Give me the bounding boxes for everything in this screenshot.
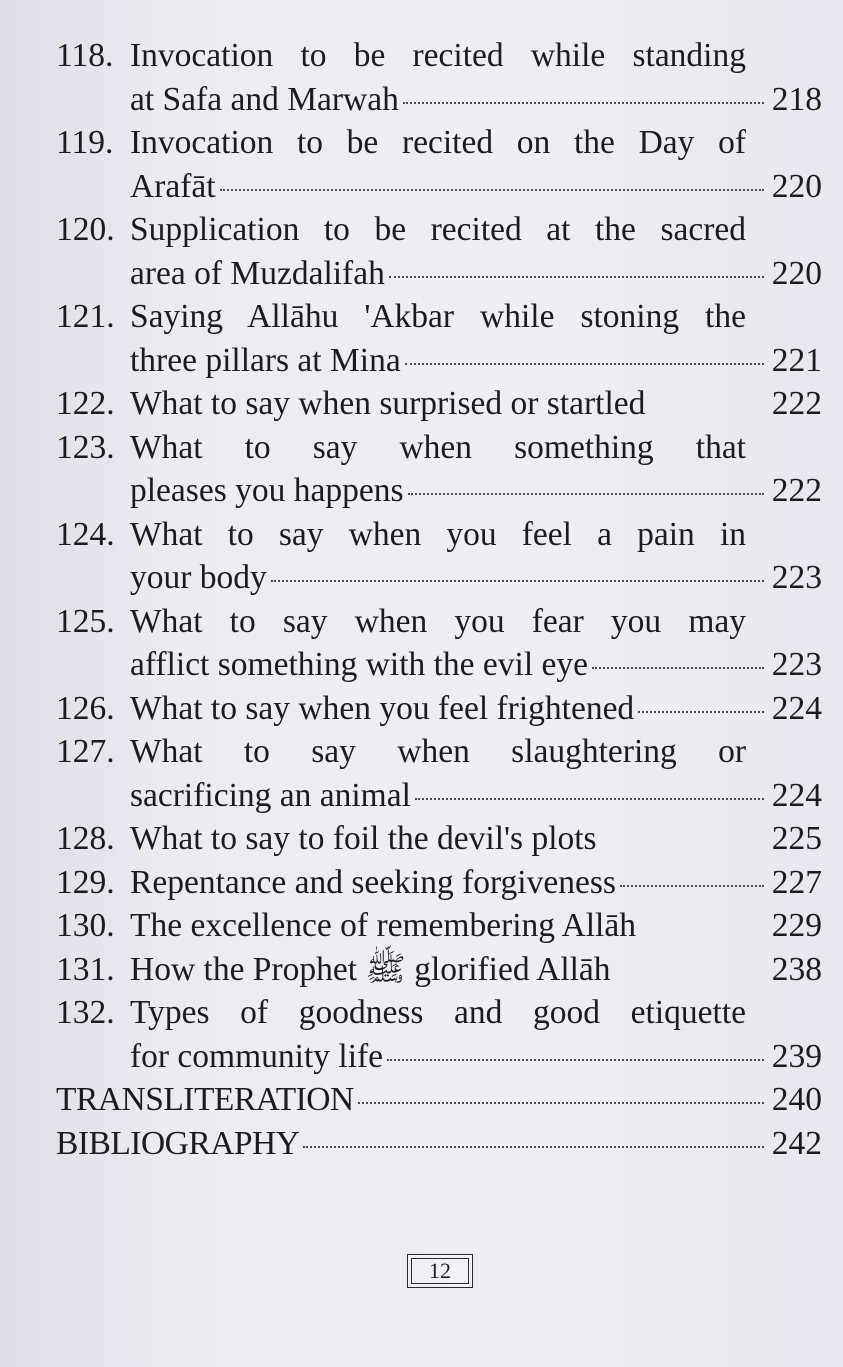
entry-title-line: TRANSLITERATION xyxy=(56,1081,354,1118)
entry-title-line: sacrificing an animal xyxy=(130,776,411,814)
entry-title-line: BIBLIOGRAPHY xyxy=(56,1124,300,1162)
dot-leader xyxy=(620,884,764,887)
entry-number: 120. xyxy=(56,211,115,248)
entry-number: 126. xyxy=(56,689,115,727)
entry-title-line: Supplication to be recited at the sacred xyxy=(130,211,746,248)
entry-title-line: Repentance and seeking forgiveness xyxy=(130,863,616,901)
toc-entry xyxy=(56,208,822,295)
page-number: 12 xyxy=(429,1258,451,1283)
page-number-box xyxy=(407,1254,473,1288)
toc-entry xyxy=(56,991,822,1078)
dot-leader xyxy=(638,710,764,713)
entry-page: 221 xyxy=(771,341,822,379)
entry-title-line: Invocation to be recited while standing xyxy=(130,37,746,74)
entry-title-line: three pillars at Mina xyxy=(130,341,401,379)
entry-title-line: The excellence of remembering Allāh xyxy=(130,907,636,944)
entry-title-line: What to say when you feel a pain in xyxy=(130,515,746,553)
entry-title-line: pleases you happens xyxy=(130,472,404,509)
entry-page: 222 xyxy=(771,472,822,509)
dot-leader xyxy=(415,797,764,800)
dot-leader xyxy=(408,492,764,495)
entry-page: 220 xyxy=(771,254,822,292)
toc-entry xyxy=(56,904,822,948)
toc-entry xyxy=(56,817,822,861)
toc-entry xyxy=(56,34,822,121)
entry-title-line: your body xyxy=(130,559,267,596)
entry-page: 220 xyxy=(771,167,822,205)
toc-entry xyxy=(56,513,822,600)
dot-leader xyxy=(387,1058,764,1061)
entry-title-line: area of Muzdalifah xyxy=(130,254,385,292)
entry-page: 242 xyxy=(771,1124,822,1162)
entry-title-line: How the Prophet ﷺ glorified Allāh xyxy=(130,950,611,988)
table-of-contents xyxy=(56,34,822,1165)
entry-page: 238 xyxy=(771,950,822,988)
entry-title-line: Types of goodness and good etiquette xyxy=(130,994,746,1031)
entry-number: 130. xyxy=(56,907,115,944)
entry-number: 124. xyxy=(56,515,115,553)
toc-entry xyxy=(56,121,822,208)
entry-title-line: Arafāt xyxy=(130,167,216,205)
entry-number: 125. xyxy=(56,602,115,640)
dot-leader xyxy=(358,1101,764,1104)
entry-number: 129. xyxy=(56,863,115,901)
entry-title-line: What to say when surprised or startled xyxy=(130,385,646,422)
entry-page: 223 xyxy=(771,559,822,596)
toc-entry xyxy=(56,600,822,687)
dot-leader xyxy=(405,362,764,365)
dot-leader xyxy=(592,666,764,669)
entry-title-line: What to say when you feel frightened xyxy=(130,689,635,727)
entry-number: 118. xyxy=(56,37,114,74)
entry-number: 128. xyxy=(56,820,115,857)
entry-title-line: Saying Allāhu 'Akbar while stoning the xyxy=(130,298,746,335)
entry-number: 132. xyxy=(56,994,115,1031)
toc-entry xyxy=(56,382,822,426)
entry-page: 229 xyxy=(771,907,822,944)
toc-entry xyxy=(56,948,822,992)
entry-number: 122. xyxy=(56,385,115,422)
dot-leader xyxy=(389,275,764,278)
entry-page: 223 xyxy=(771,646,822,683)
entry-number: 123. xyxy=(56,428,115,466)
entry-page: 222 xyxy=(771,385,822,422)
entry-page: 224 xyxy=(771,776,822,814)
entry-title-line: What to say to foil the devil's plots xyxy=(130,820,597,857)
dot-leader xyxy=(220,188,764,191)
entry-title-line: What to say when you fear you may xyxy=(130,602,746,640)
entry-page: 239 xyxy=(771,1037,822,1075)
toc-entry xyxy=(56,1078,822,1122)
entry-page: 227 xyxy=(771,863,822,901)
toc-entry xyxy=(56,687,822,731)
entry-page: 224 xyxy=(771,689,822,727)
entry-number: 127. xyxy=(56,733,115,770)
entry-title-line: What to say when slaughtering or xyxy=(130,733,746,770)
entry-page: 225 xyxy=(771,820,822,857)
entry-title-line: at Safa and Marwah xyxy=(130,80,399,118)
entry-page: 218 xyxy=(771,80,822,118)
toc-entry xyxy=(56,1122,822,1166)
toc-entry xyxy=(56,295,822,382)
entry-number: 119. xyxy=(56,124,114,161)
entry-title-line: for community life xyxy=(130,1037,384,1075)
entry-title-line: Invocation to be recited on the Day of xyxy=(130,124,746,161)
toc-entry xyxy=(56,730,822,817)
entry-number: 131. xyxy=(56,950,115,988)
dot-leader xyxy=(303,1145,763,1148)
dot-leader xyxy=(403,101,764,104)
dot-leader xyxy=(271,579,764,582)
entry-title-line: afflict something with the evil eye xyxy=(130,646,589,683)
entry-number: 121. xyxy=(56,298,115,335)
toc-entry xyxy=(56,861,822,905)
entry-title-line: What to say when something that xyxy=(130,428,746,466)
toc-entry xyxy=(56,426,822,513)
entry-page: 240 xyxy=(771,1081,822,1118)
